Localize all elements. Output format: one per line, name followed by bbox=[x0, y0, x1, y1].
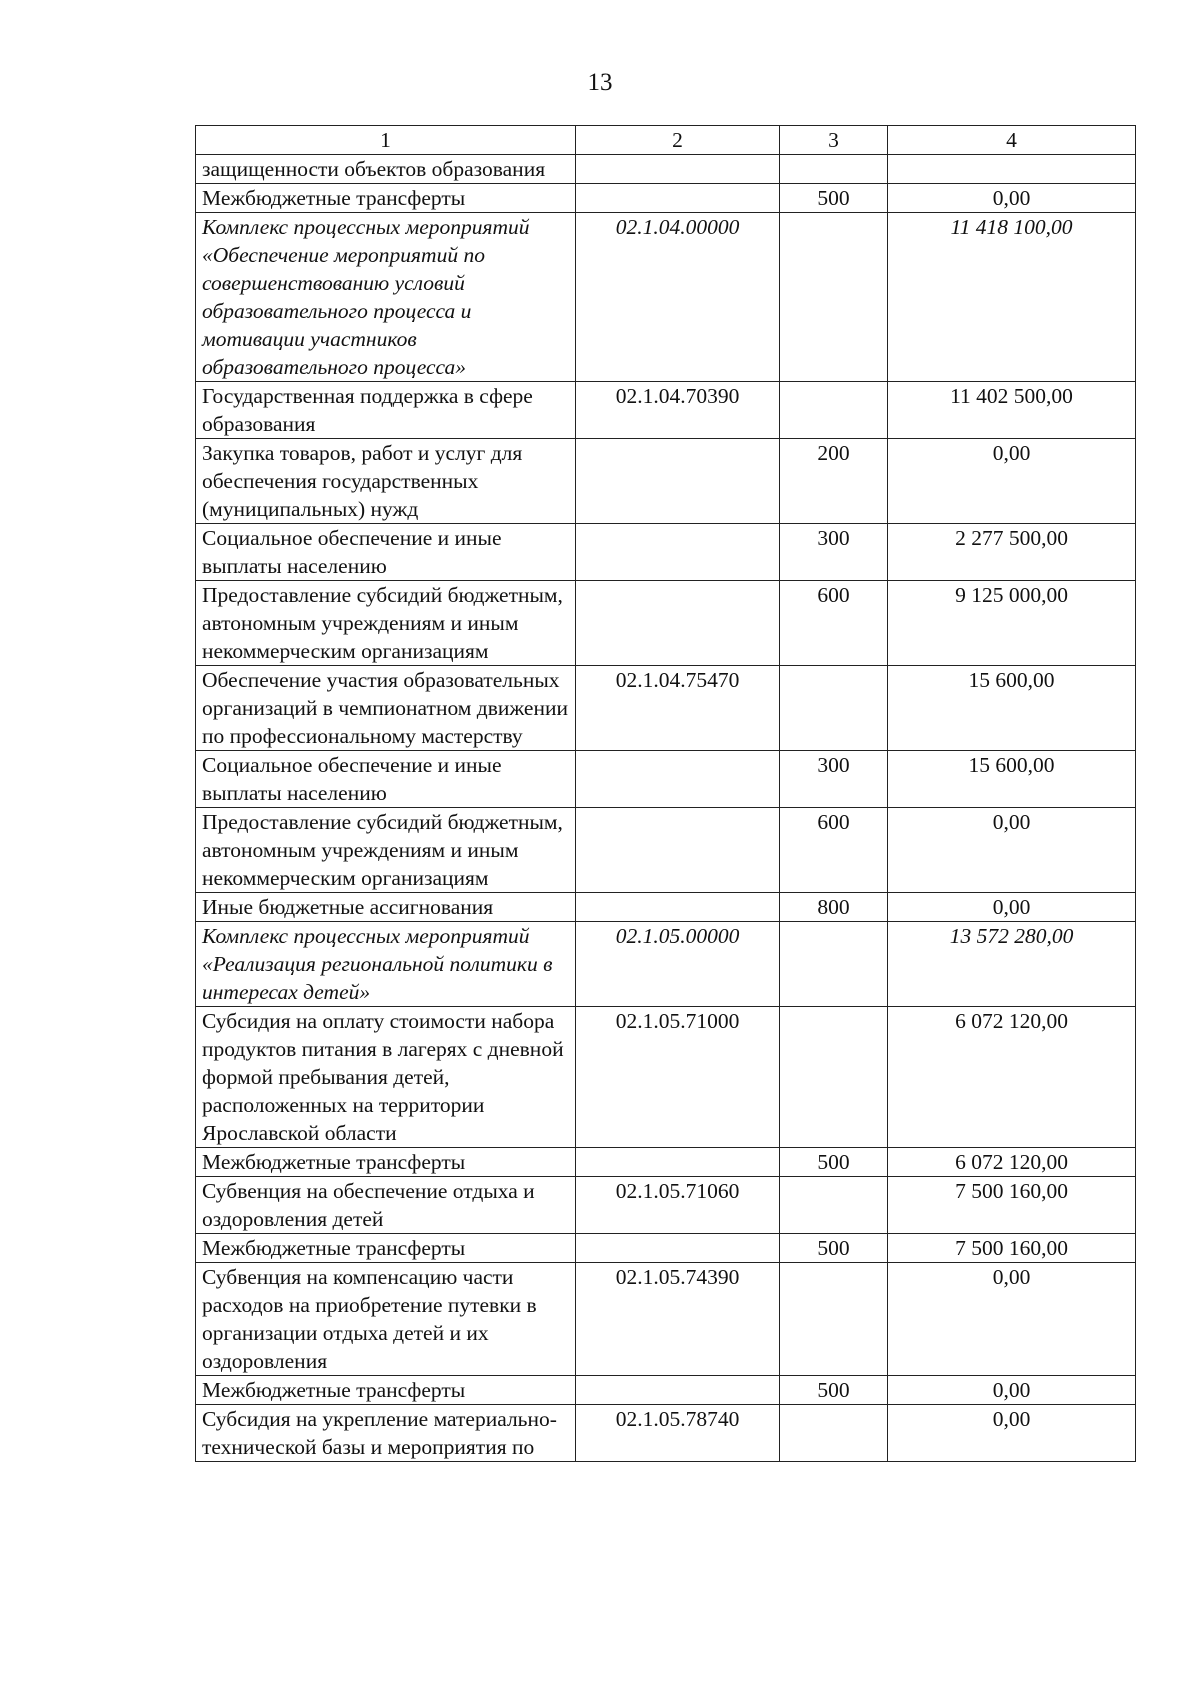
expense-type-cell: 600 bbox=[780, 581, 888, 666]
item-name-cell: Субвенция на компенсацию части расходов на приобретение путевки в организации отдыха детей и их оздоровления bbox=[196, 1263, 576, 1376]
item-name-cell: Комплекс процессных мероприятий «Обеспечение мероприятий по совершенствованию условий образовательного процесса и мотивации участников образовательного процесса» bbox=[196, 213, 576, 382]
expense-type-cell bbox=[780, 213, 888, 382]
expense-type-cell: 300 bbox=[780, 751, 888, 808]
expense-type-cell bbox=[780, 1263, 888, 1376]
expense-type-cell: 500 bbox=[780, 1148, 888, 1177]
column-header: 3 bbox=[780, 126, 888, 155]
expense-type-cell: 600 bbox=[780, 808, 888, 893]
target-code-cell bbox=[576, 439, 780, 524]
amount-cell: 0,00 bbox=[888, 184, 1136, 213]
amount-cell: 11 402 500,00 bbox=[888, 382, 1136, 439]
item-name-cell: Предоставление субсидий бюджетным, автономным учреждениям и иным некоммерческим организациям bbox=[196, 808, 576, 893]
table-body bbox=[196, 155, 1136, 1462]
table-row bbox=[196, 1148, 1136, 1177]
amount-cell: 0,00 bbox=[888, 1263, 1136, 1376]
item-name-cell: Субвенция на обеспечение отдыха и оздоровления детей bbox=[196, 1177, 576, 1234]
table-row bbox=[196, 1177, 1136, 1234]
column-header: 2 bbox=[576, 126, 780, 155]
item-name-cell: Закупка товаров, работ и услуг для обеспечения государственных (муниципальных) нужд bbox=[196, 439, 576, 524]
expense-type-cell bbox=[780, 1007, 888, 1148]
expense-type-cell: 300 bbox=[780, 524, 888, 581]
target-code-cell bbox=[576, 155, 780, 184]
item-name-cell: Межбюджетные трансферты bbox=[196, 184, 576, 213]
target-code-cell: 02.1.04.00000 bbox=[576, 213, 780, 382]
target-code-cell bbox=[576, 1376, 780, 1405]
target-code-cell: 02.1.04.70390 bbox=[576, 382, 780, 439]
target-code-cell: 02.1.05.74390 bbox=[576, 1263, 780, 1376]
amount-cell: 0,00 bbox=[888, 808, 1136, 893]
amount-cell bbox=[888, 155, 1136, 184]
table-row bbox=[196, 155, 1136, 184]
amount-cell: 13 572 280,00 bbox=[888, 922, 1136, 1007]
table-row bbox=[196, 893, 1136, 922]
table-row bbox=[196, 382, 1136, 439]
expense-type-cell bbox=[780, 1177, 888, 1234]
table-row bbox=[196, 213, 1136, 382]
table-row bbox=[196, 524, 1136, 581]
table-row bbox=[196, 581, 1136, 666]
item-name-cell: Государственная поддержка в сфере образования bbox=[196, 382, 576, 439]
expense-type-cell: 800 bbox=[780, 893, 888, 922]
table-row bbox=[196, 808, 1136, 893]
expense-type-cell bbox=[780, 155, 888, 184]
item-name-cell: Субсидия на укрепление материально-технической базы и мероприятия по bbox=[196, 1405, 576, 1462]
amount-cell: 9 125 000,00 bbox=[888, 581, 1136, 666]
budget-table bbox=[195, 125, 1136, 1462]
target-code-cell bbox=[576, 524, 780, 581]
amount-cell: 0,00 bbox=[888, 1405, 1136, 1462]
amount-cell: 0,00 bbox=[888, 893, 1136, 922]
target-code-cell bbox=[576, 581, 780, 666]
amount-cell: 11 418 100,00 bbox=[888, 213, 1136, 382]
amount-cell: 0,00 bbox=[888, 439, 1136, 524]
expense-type-cell bbox=[780, 666, 888, 751]
amount-cell: 15 600,00 bbox=[888, 666, 1136, 751]
table-row bbox=[196, 1376, 1136, 1405]
target-code-cell bbox=[576, 1148, 780, 1177]
item-name-cell: Комплекс процессных мероприятий «Реализация региональной политики в интересах детей» bbox=[196, 922, 576, 1007]
table-row bbox=[196, 184, 1136, 213]
item-name-cell: Обеспечение участия образовательных организаций в чемпионатном движении по профессиональному мастерству bbox=[196, 666, 576, 751]
target-code-cell: 02.1.05.00000 bbox=[576, 922, 780, 1007]
item-name-cell: Иные бюджетные ассигнования bbox=[196, 893, 576, 922]
target-code-cell bbox=[576, 184, 780, 213]
page-number: 13 bbox=[587, 69, 613, 96]
expense-type-cell bbox=[780, 382, 888, 439]
item-name-cell: Субсидия на оплату стоимости набора продуктов питания в лагерях с дневной формой пребывания детей, расположенных на территории Ярославской области bbox=[196, 1007, 576, 1148]
expense-type-cell: 500 bbox=[780, 1376, 888, 1405]
column-header: 1 bbox=[196, 126, 576, 155]
expense-type-cell bbox=[780, 1405, 888, 1462]
table-row bbox=[196, 1405, 1136, 1462]
amount-cell: 6 072 120,00 bbox=[888, 1007, 1136, 1148]
item-name-cell: Социальное обеспечение и иные выплаты населению bbox=[196, 751, 576, 808]
target-code-cell bbox=[576, 893, 780, 922]
item-name-cell: Межбюджетные трансферты bbox=[196, 1148, 576, 1177]
table-row bbox=[196, 1263, 1136, 1376]
item-name-cell: Межбюджетные трансферты bbox=[196, 1234, 576, 1263]
table-row bbox=[196, 439, 1136, 524]
expense-type-cell: 500 bbox=[780, 1234, 888, 1263]
amount-cell: 6 072 120,00 bbox=[888, 1148, 1136, 1177]
target-code-cell: 02.1.04.75470 bbox=[576, 666, 780, 751]
column-header: 4 bbox=[888, 126, 1136, 155]
target-code-cell: 02.1.05.78740 bbox=[576, 1405, 780, 1462]
item-name-cell: защищенности объектов образования bbox=[196, 155, 576, 184]
table-header-row bbox=[196, 126, 1136, 155]
item-name-cell: Социальное обеспечение и иные выплаты населению bbox=[196, 524, 576, 581]
target-code-cell: 02.1.05.71000 bbox=[576, 1007, 780, 1148]
table-row bbox=[196, 922, 1136, 1007]
amount-cell: 7 500 160,00 bbox=[888, 1177, 1136, 1234]
table-row bbox=[196, 1007, 1136, 1148]
expense-type-cell: 500 bbox=[780, 184, 888, 213]
table-row bbox=[196, 666, 1136, 751]
amount-cell: 15 600,00 bbox=[888, 751, 1136, 808]
target-code-cell bbox=[576, 751, 780, 808]
item-name-cell: Предоставление субсидий бюджетным, автономным учреждениям и иным некоммерческим организациям bbox=[196, 581, 576, 666]
target-code-cell: 02.1.05.71060 bbox=[576, 1177, 780, 1234]
target-code-cell bbox=[576, 808, 780, 893]
expense-type-cell: 200 bbox=[780, 439, 888, 524]
item-name-cell: Межбюджетные трансферты bbox=[196, 1376, 576, 1405]
amount-cell: 0,00 bbox=[888, 1376, 1136, 1405]
table-row bbox=[196, 1234, 1136, 1263]
table-row bbox=[196, 751, 1136, 808]
target-code-cell bbox=[576, 1234, 780, 1263]
amount-cell: 7 500 160,00 bbox=[888, 1234, 1136, 1263]
amount-cell: 2 277 500,00 bbox=[888, 524, 1136, 581]
expense-type-cell bbox=[780, 922, 888, 1007]
